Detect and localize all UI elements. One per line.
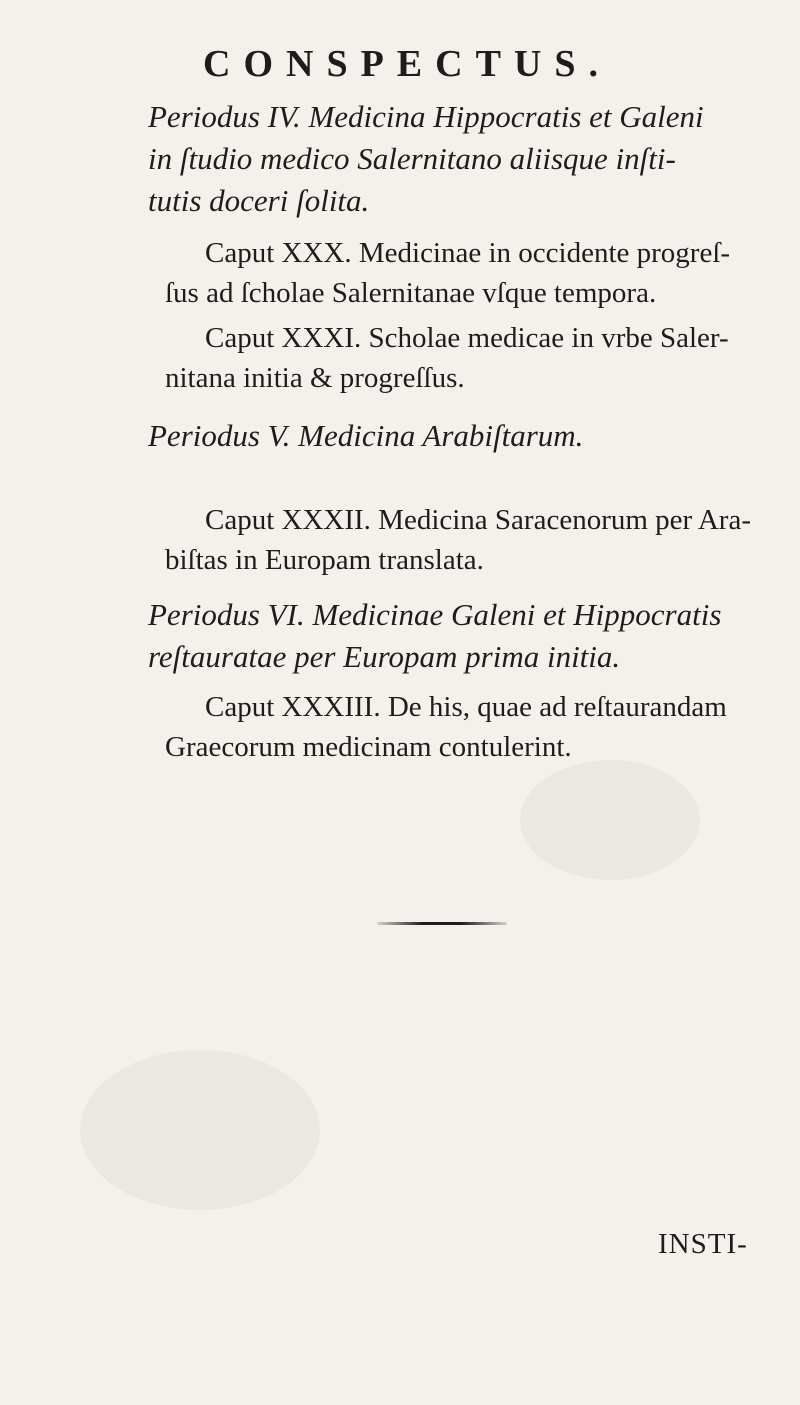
chapter-xxx: [165, 233, 795, 313]
period-heading-iv: [148, 96, 788, 222]
period-heading-v: [148, 415, 788, 457]
period-heading-vi: [148, 594, 788, 678]
chapter-line: Caput XXXI. Scholae medicae in vrbe Saler-: [205, 322, 729, 354]
chapter-line: nitana initia & progreſſus.: [165, 362, 465, 394]
chapter-line: Caput XXX. Medicinae in occidente progreſ-: [205, 237, 731, 269]
period-line: Periodus VI. Medicinae Galeni et Hippocratis: [148, 597, 722, 632]
chapter-xxxi: [165, 318, 795, 398]
chapter-line: Caput XXXIII. De his, quae ad reſtaurandam: [205, 691, 727, 723]
chapter-xxxii: [165, 500, 795, 580]
section-divider-rule: [377, 922, 507, 925]
chapter-line: Graecorum medicinam contulerint.: [165, 731, 572, 763]
chapter-xxxiii: [165, 687, 795, 767]
chapter-line: Caput XXXII. Medicina Saracenorum per Ara-: [205, 504, 751, 536]
paper-stain: [80, 1050, 320, 1210]
period-line: Periodus IV. Medicina Hippocratis et Galeni: [148, 99, 704, 134]
period-line: in ſtudio medico Salernitano aliisque inſti-: [148, 141, 676, 176]
chapter-line: biſtas in Europam translata.: [165, 544, 484, 576]
paper-stain: [520, 760, 700, 880]
period-line: Periodus V. Medicina Arabiſtarum.: [148, 418, 584, 453]
catchword: INSTI-: [658, 1228, 748, 1260]
period-line: tutis doceri ſolita.: [148, 183, 370, 218]
period-line: reſtauratae per Europam prima initia.: [148, 639, 621, 674]
chapter-line: ſus ad ſcholae Salernitanae vſque tempora.: [165, 277, 657, 309]
page-title: CONSPECTUS.: [203, 43, 611, 85]
